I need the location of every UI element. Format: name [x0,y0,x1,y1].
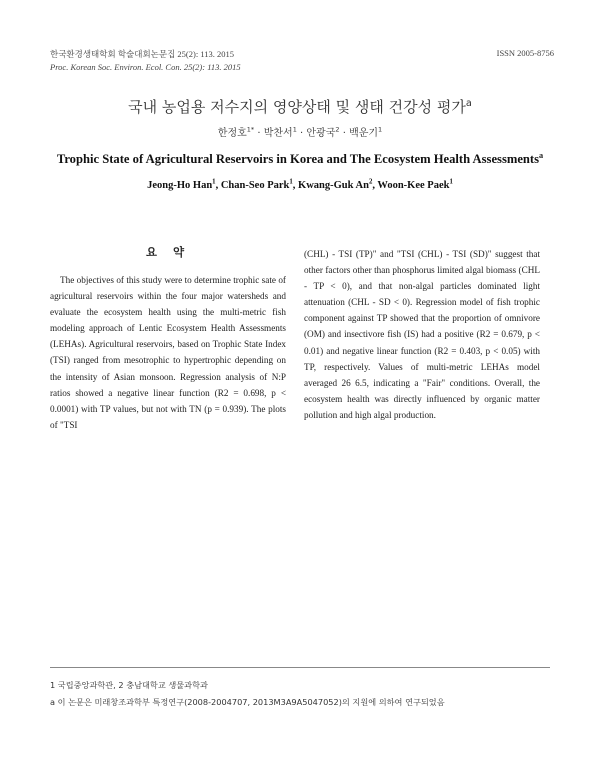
author-ko: 안광국 [306,128,336,139]
title-korean [0,96,600,117]
author-en: Jeong-Ho Han [147,180,213,191]
journal-ko: 한국환경생태학회 학술대회논문집 25(2): 113. 2015 [50,49,234,59]
abstract-heading: 요 약 [145,245,191,259]
footnote-funding: a 이 논문은 미래창조과학부 특정연구(2008-2004707, 2013M3A9A5047052)의 지원에 의하여 연구되었음 [50,697,445,707]
author-en: Chan-Seo Park [220,180,290,191]
author-en-affil: 1 [449,178,453,186]
running-header [50,48,241,74]
author-en-affil: 2 [368,178,373,186]
author-ko: 한정호 [217,128,247,139]
author-en: Kwang-Guk An [298,180,369,191]
title-english-footnote-mark: a [539,150,544,160]
authors-korean [0,124,600,139]
author-ko: 백운기 [349,128,379,139]
author-ko: 박찬서 [263,128,293,139]
author-ko-affil: 2 [335,125,340,134]
author-en-affil: 1 [212,178,216,186]
footnote-affiliations: 1 국립중앙과학관, 2 충남대학교 생물과학과 [50,680,208,690]
author-en: Woon-Kee Paek [377,180,450,191]
footnotes [50,677,445,711]
authors-english [0,180,600,191]
author-separator: , [215,180,221,191]
abstract-column-left: The objectives of this study were to determine trophic sate of agricultural reservoirs within the four major watersheds and evaluate the ecosystem health using the multi-metric fish modeling approach of Lentic Ecosystem Health Assessments (LEHAs). Agricultural reservoirs, based on Trophic State Index (TSI) ranged from mesotrophic to hypertrophic depending on the intensity of Asian monsoon. Regression analysis of N:P ratios showed a negative linear function (R2 = 0.698, p < 0.0001) with TP values, but not with TN (p = 0.939). The plots of "TSI [50,275,286,430]
author-separator: · [296,128,307,139]
author-separator: · [339,128,350,139]
title-english-text: Trophic State of Agricultural Reservoirs in Korea and The Ecosystem Health Assessments [56,152,540,166]
issn: ISSN 2005-8756 [496,48,554,58]
author-ko-affil: 1* [246,125,255,134]
author-ko-affil: 1 [292,125,297,134]
author-separator: , [372,180,378,191]
author-separator: · [254,128,264,139]
footnote-divider [50,667,550,668]
title-english [0,152,600,167]
abstract-column-right: (CHL) - TSI (TP)" and "TSI (CHL) - TSI (SD)" suggest that other factors other than phosphorus limited algal biomass (CHL - TP < 0), and that non-algal particles dominated light attenuation (CHL - SD < 0). Regression model of fish trophic component against TP showed that the proportion of omnivore (OM) and insectivore fish (IS) had a positive (R2 = 0.679, p < 0.01) and negative linear function (R2 = 0.403, p < 0.05) with TP, respectively. Values of multi-metric LEHAs model averaged 26 6.5, indicating a "Fair" conditions. Overall, the ecosystem health was directly influenced by organic matter pollution and high algal production. [304,249,540,420]
author-separator: , [292,180,299,191]
author-ko-affil: 1 [378,125,383,134]
title-korean-footnote-mark: a [465,98,472,109]
journal-en: Proc. Korean Soc. Environ. Ecol. Con. 25(2): 113. 2015 [50,62,241,72]
author-en-affil: 1 [289,178,293,186]
title-korean-text: 국내 농업용 저수지의 영양상태 및 생태 건강성 평가 [128,98,466,116]
